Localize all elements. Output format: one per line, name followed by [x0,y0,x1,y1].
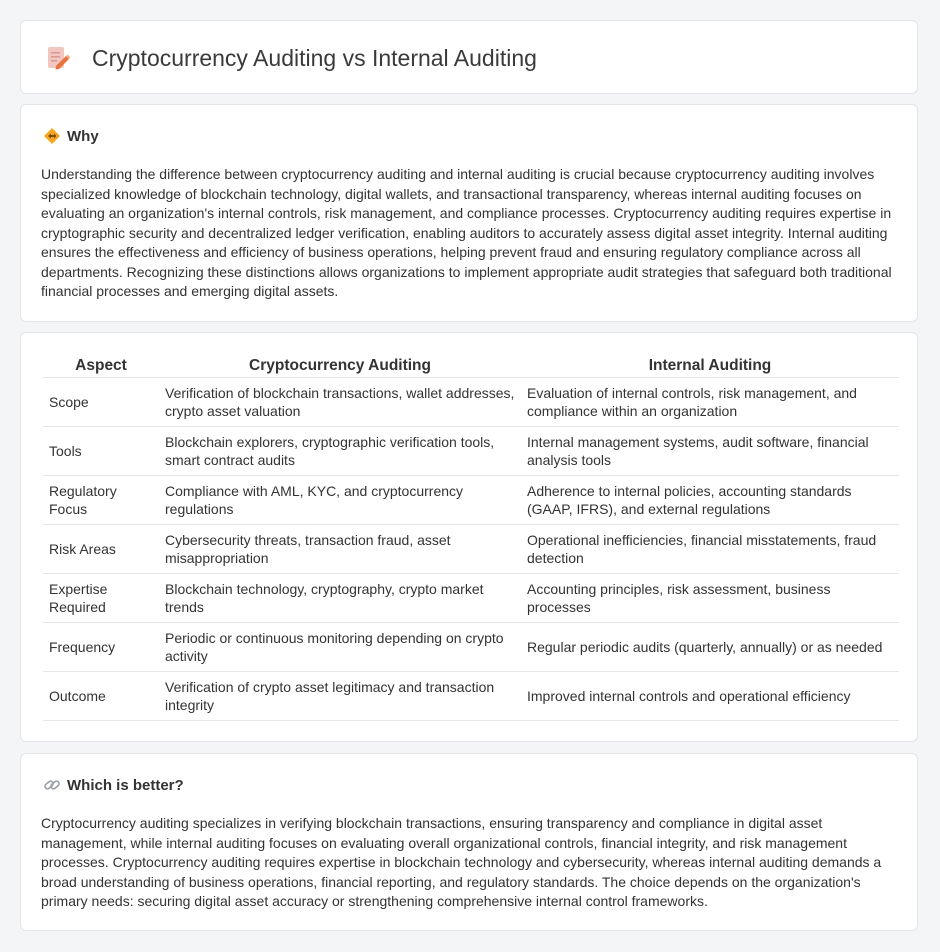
table-header-row [43,351,899,378]
cell-internal: Evaluation of internal controls, risk management, and compliance within an organization [521,378,899,427]
cell-aspect: Frequency [43,623,159,672]
cell-internal: Improved internal controls and operational efficiency [521,672,899,721]
cell-crypto: Periodic or continuous monitoring depending on crypto activity [159,623,521,672]
table-row [43,525,899,574]
cell-internal: Adherence to internal policies, accounting standards (GAAP, IFRS), and external regulations [521,476,899,525]
diamond-arrows-icon [43,127,61,145]
cell-aspect: Regulatory Focus [43,476,159,525]
cell-crypto: Compliance with AML, KYC, and cryptocurrency regulations [159,476,521,525]
document-pencil-icon [45,45,71,71]
cell-aspect: Tools [43,427,159,476]
comparison-table-card [20,332,918,742]
cell-internal: Operational inefficiencies, financial misstatements, fraud detection [521,525,899,574]
cell-crypto: Verification of crypto asset legitimacy and transaction integrity [159,672,521,721]
comparison-table [43,351,899,721]
cell-crypto: Blockchain explorers, cryptographic verification tools, smart contract audits [159,427,521,476]
why-text: Understanding the difference between cryptocurrency auditing and internal auditing is crucial because cryptocurrency auditing involves specialized knowledge of blockchain technology, digital wallets, and transactional transparency, whereas internal auditing focuses on evaluating an organization's internal controls, risk management, and compliance processes. Cryptocurrency auditing requires expertise in cryptographic security and decentralized ledger verification, enabling auditors to accurately assess digital asset integrity. Internal auditing ensures the effectiveness and efficiency of business operations, helping prevent fraud and ensuring regulatory compliance across all departments. Recognizing these distinctions allows organizations to implement appropriate audit strategies that safeguard both traditional financial processes and emerging digital assets. [41,166,892,299]
cell-aspect: Risk Areas [43,525,159,574]
why-section [20,104,918,322]
page-title: Cryptocurrency Auditing vs Internal Auditing [92,44,537,71]
table-row [43,427,899,476]
header-crypto: Cryptocurrency Auditing [159,351,521,378]
table-row [43,574,899,623]
cell-internal: Internal management systems, audit software, financial analysis tools [521,427,899,476]
cell-internal: Accounting principles, risk assessment, business processes [521,574,899,623]
why-heading [43,127,99,145]
why-title: Why [67,127,99,145]
cell-crypto: Verification of blockchain transactions, wallet addresses, crypto asset valuation [159,378,521,427]
better-text: Cryptocurrency auditing specializes in verifying blockchain transactions, ensuring transparency and compliance in digital asset management, while internal auditing focuses on evaluating overall organizational controls, financial integrity, and risk management processes. Cryptocurrency auditing requires expertise in blockchain technology and cybersecurity, whereas internal auditing demands a broad understanding of business operations, financial reporting, and regulatory standards. The choice depends on the organization's primary needs: securing digital asset accuracy or strengthening comprehensive internal control frameworks. [41,815,882,909]
cell-aspect: Scope [43,378,159,427]
cell-aspect: Outcome [43,672,159,721]
cell-crypto: Cybersecurity threats, transaction fraud, asset misappropriation [159,525,521,574]
table-row [43,378,899,427]
header-aspect: Aspect [43,351,159,378]
which-is-better-section [20,753,918,931]
link-icon [43,776,61,794]
cell-aspect: Expertise Required [43,574,159,623]
table-row [43,672,899,721]
title-row [45,21,537,95]
better-title: Which is better? [67,776,184,794]
cell-internal: Regular periodic audits (quarterly, annually) or as needed [521,623,899,672]
cell-crypto: Blockchain technology, cryptography, crypto market trends [159,574,521,623]
title-card [20,20,918,94]
table-row [43,476,899,525]
table-row [43,623,899,672]
header-internal: Internal Auditing [521,351,899,378]
better-heading [43,776,184,794]
